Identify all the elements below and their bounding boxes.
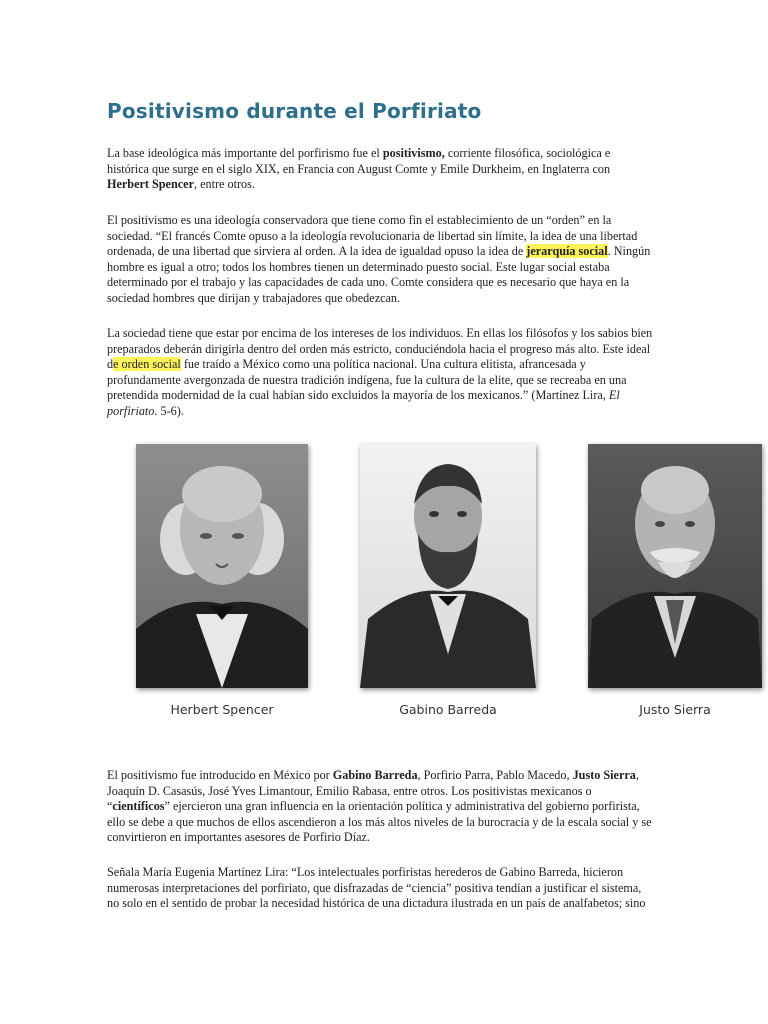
citation-title: El porfiriato xyxy=(107,388,620,418)
text: corriente filosófica, sociológica e histórica que surge en el siglo XIX, en Francia con August Comte y Emile Durkheim, en Inglaterra con xyxy=(107,146,611,176)
caption-gabino-barreda: Gabino Barreda xyxy=(399,702,497,717)
highlight-orden-social: e orden social xyxy=(113,357,181,371)
caption-justo-sierra: Justo Sierra xyxy=(639,702,711,717)
text: La base ideológica más importante del porfirismo fue el xyxy=(107,146,383,160)
text: El positivismo es una ideología conservadora que tiene como fin el establecimiento de un “orden” en la sociedad. “El francés Comte opuso a la ideología revolucionaria de libertad sin límite, la idea de una libertad ordenada, de una libertad que sirviera al orden. A la idea de igualdad opuso la idea de xyxy=(107,213,638,258)
highlight-jerarquia-social: jerarquía social xyxy=(526,244,608,258)
paragraph-ideologia xyxy=(107,213,655,306)
text: , entre otros. xyxy=(193,177,255,191)
text: . Ningún hombre es igual a otro; todos los hombres tienen un determinado puesto social. Este lugar social estaba determinado por el trabajo y las capacidades de cada uno. Comte considera que es necesario que haya en la sociedad hombres que dirijan y trabajadores que obedezcan. xyxy=(107,244,651,305)
portrait-herbert-spencer xyxy=(136,444,308,688)
portrait-justo-sierra xyxy=(588,444,762,688)
text: , Joaquín D. Casasús, José Yves Limantour, Emilio Rabasa, entre otros. Los positivistas mexicanos o “ xyxy=(107,768,639,813)
text: La sociedad tiene que estar por encima de los intereses de los individuos. En ellas los filósofos y los sabios bien preparados deberán dirigirla dentro del orden más estricto, conduciéndola hacia el progreso más alto. Este ideal d xyxy=(107,326,653,371)
text: , Porfirio Parra, Pablo Macedo, xyxy=(417,768,573,782)
name-gabino-barreda: Gabino Barreda xyxy=(332,768,418,782)
text: fue traído a México como una política nacional. Una cultura elitista, afrancesada y profundamente avergonzada de nuestra tradición indígena, fue la cultura de la elite, que se recreaba en una pretendida modernidad de la cual habían sido excluidos la mayoría de los mexicanos.” (Martínez Lira, xyxy=(107,357,627,402)
name-justo-sierra: Justo Sierra xyxy=(572,768,636,782)
caption-herbert-spencer: Herbert Spencer xyxy=(170,702,274,717)
text: El positivismo fue introducido en México por xyxy=(107,768,333,782)
paragraph-sociedad xyxy=(107,326,655,419)
term-cientificos: científicos xyxy=(112,799,165,813)
term-positivismo: positivismo, xyxy=(382,146,445,160)
page-title: Positivismo durante el Porfiriato xyxy=(107,99,482,123)
text: . 5-6). xyxy=(154,403,184,418)
text: ” ejercieron una gran influencia en la orientación política y administrativa del gobierno porfirista, ello se debe a que muchos de ellos ascendieron a los más altos niveles de la burocracia y de la escala social y se convirtieron en importantes asesores de Porfirio Díaz. xyxy=(107,799,652,844)
name-herbert-spencer: Herbert Spencer xyxy=(107,177,194,191)
portrait-gabino-barreda xyxy=(360,444,536,688)
paragraph-martinez-lira xyxy=(107,865,655,912)
text: Señala María Eugenia Martínez Lira: “Los intelectuales porfiristas herederos de Gabino Barreda, hicieron numerosas interpretaciones del porfiriato, que disfrazadas de “ciencia” positiva tendían a justificar el sistema, no solo en el sentido de probar la necesidad histórica de una dictadura ilustrada en un país de analfabetos; sino xyxy=(107,865,646,910)
paragraph-intro xyxy=(107,146,655,193)
paragraph-introduccion-mexico xyxy=(107,768,655,846)
